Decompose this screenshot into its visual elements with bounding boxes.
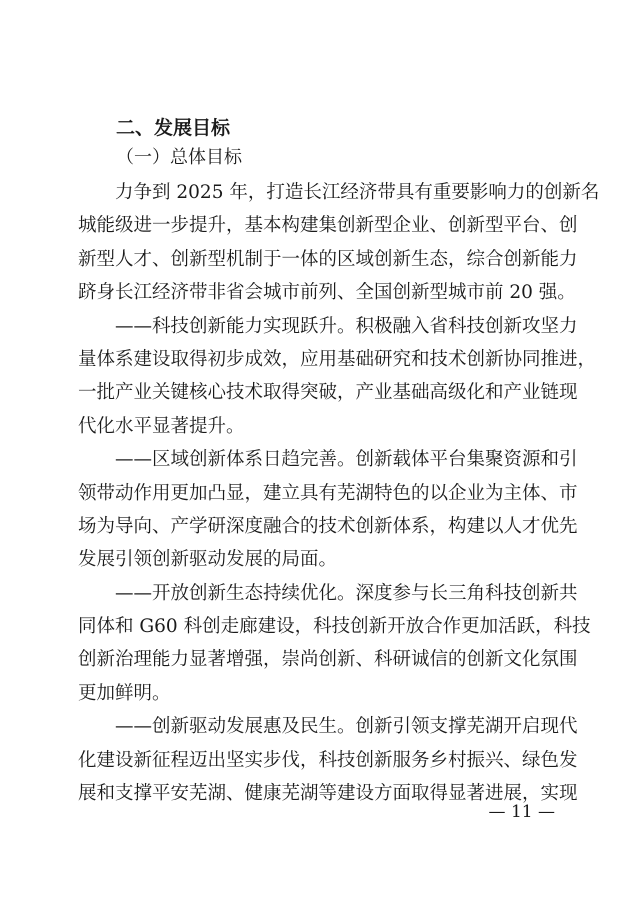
paragraph-line: 创新治理能力显著增强，崇尚创新、科研诚信的创新文化氛围: [78, 649, 578, 671]
paragraph-line: 量体系建设取得初步成效，应用基础研究和技术创新协同推进，: [78, 348, 597, 370]
paragraph-line: 代化水平显著提升。: [78, 415, 245, 437]
paragraph-line: 发展引领创新驱动发展的局面。: [78, 549, 338, 571]
page-number: — 11 —: [488, 802, 555, 822]
paragraph-line: 跻身长江经济带非省会城市前列、全国创新型城市前 20 强。: [78, 282, 576, 304]
paragraph-line: ——开放创新生态持续优化。深度参与长三角科技创新共: [115, 582, 578, 604]
paragraph-line: 一批产业关键核心技术取得突破，产业基础高级化和产业链现: [78, 382, 578, 404]
section-heading: 二、发展目标: [116, 117, 231, 139]
paragraph-line: 城能级进一步提升，基本构建集创新型企业、创新型平台、创: [78, 215, 578, 237]
paragraph-line: 场为导向、产学研深度融合的技术创新体系，构建以人才优先: [78, 515, 578, 537]
paragraph-line: ——创新驱动发展惠及民生。创新引领支撑芜湖开启现代: [115, 716, 578, 738]
paragraph-line: ——区域创新体系日趋完善。创新载体平台集聚资源和引: [115, 449, 578, 471]
paragraph-line: 新型人才、创新型机制于一体的区域创新生态，综合创新能力: [78, 248, 578, 270]
paragraph-line: 更加鲜明。: [78, 682, 171, 704]
paragraph-line: ——科技创新能力实现跃升。积极融入省科技创新攻坚力: [115, 315, 578, 337]
paragraph-line: 领带动作用更加凸显，建立具有芜湖特色的以企业为主体、市: [78, 482, 578, 504]
body-text: [78, 176, 600, 810]
subsection-heading: （一）总体目标: [116, 147, 242, 168]
paragraph-line: 化建设新征程迈出坚实步伐，科技创新服务乡村振兴、绿色发: [78, 749, 578, 771]
paragraph-line: 同体和 G60 科创走廊建设，科技创新开放合作更加活跃，科技: [78, 616, 591, 638]
paragraph-line: 力争到 2025 年，打造长江经济带具有重要影响力的创新名: [115, 182, 600, 203]
paragraph-line: 展和支撑平安芜湖、健康芜湖等建设方面取得显著进展，实现: [78, 783, 578, 805]
